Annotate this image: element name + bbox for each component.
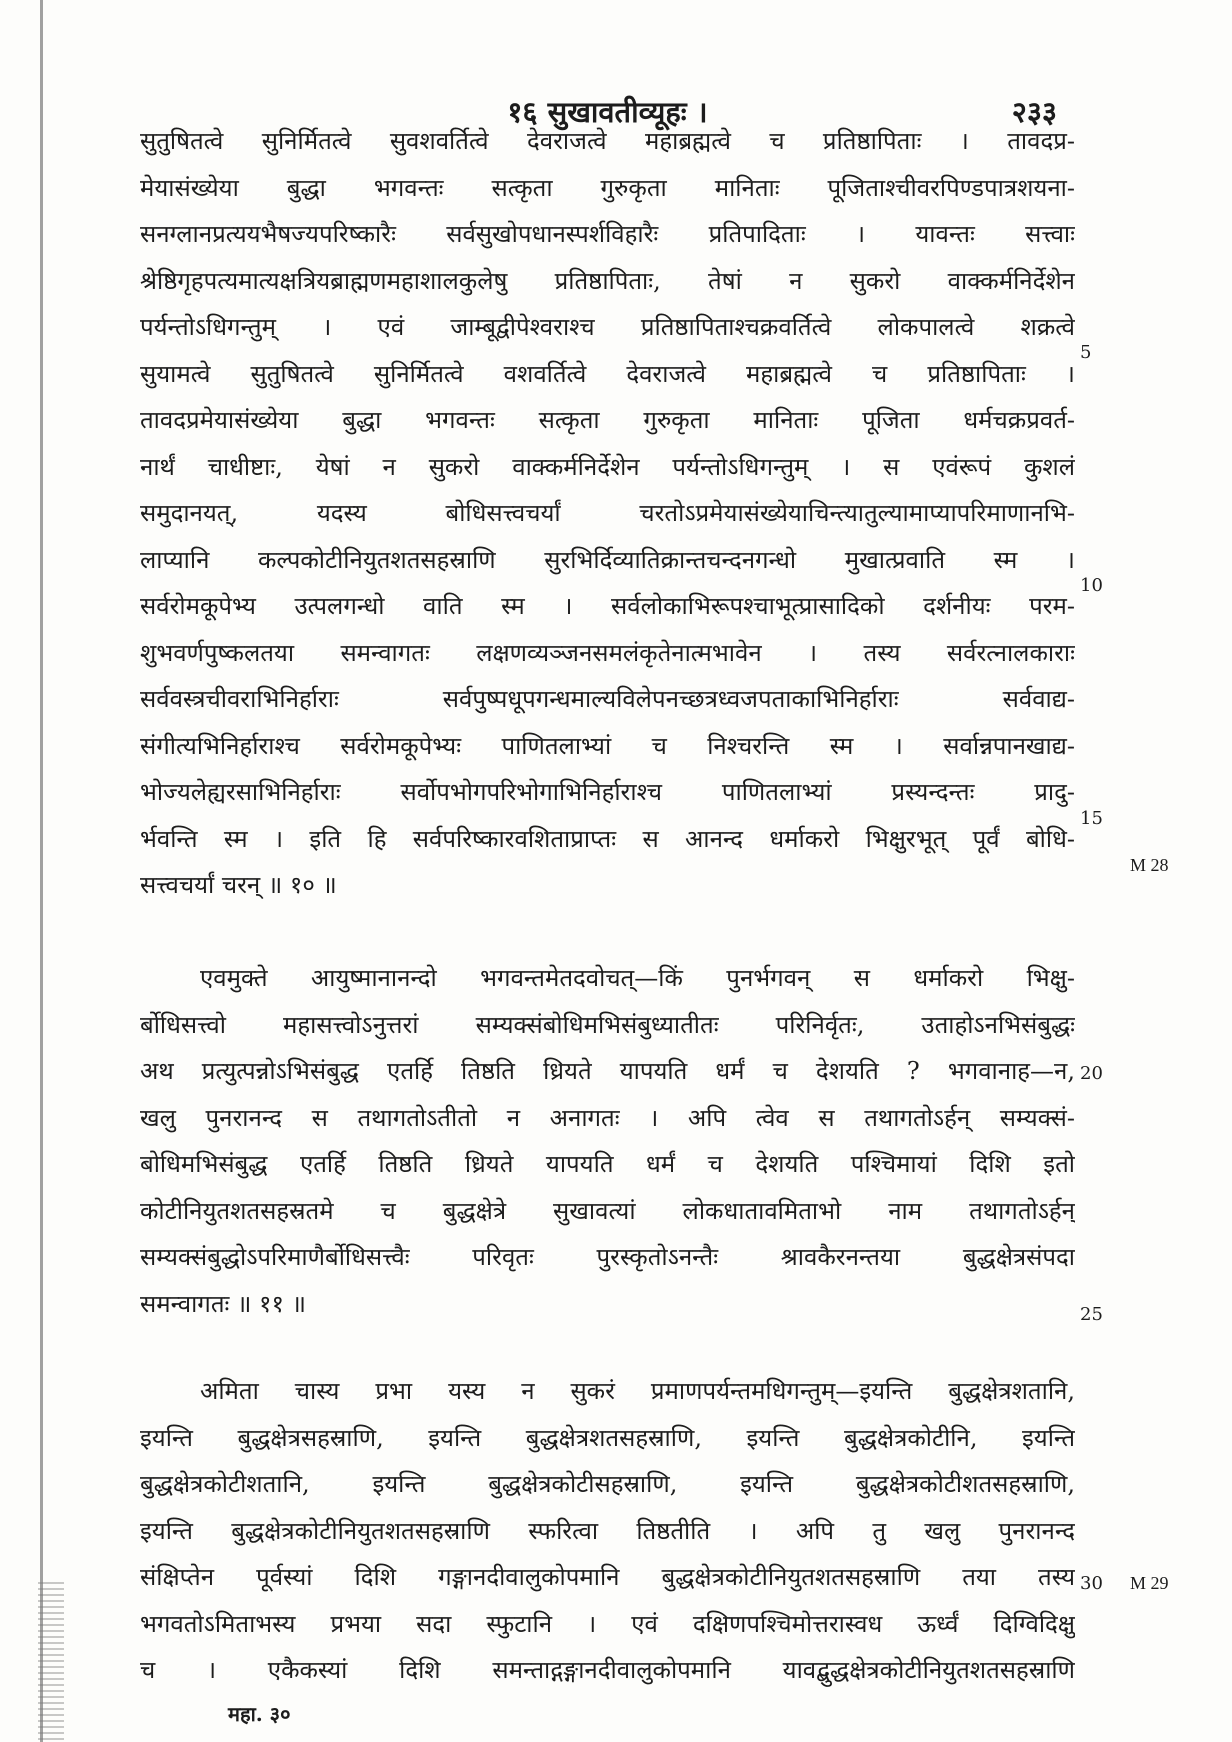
paragraph-2 [140,955,1075,1327]
line-number: 20 [1080,1063,1103,1084]
text-line: एवमुक्ते आयुष्मानानन्दो भगवन्तमेतदवोचत्—किं पुनर्भगवन् स धर्माकरो भिक्षु- [200,964,1075,992]
header-title: १६ सुखावतीव्यूहः । [507,95,708,129]
text-line: सम्यक्संबुद्धोऽपरिमाणैर्बोधिसत्त्वैः परिवृतः पुरस्कृतोऽनन्तैः श्रावकैरनन्तया बुद्धक्षेत्रसंपदा [140,1243,1075,1271]
text-line: समुदानयत्, यदस्य बोधिसत्त्वचर्यां चरतोऽप्रमेयासंख्येयाचिन्त्यातुल्यामाप्यापरिमाणानभि- [140,499,1075,527]
text-line: तावदप्रमेयासंख्येया बुद्धा भगवन्तः सत्कृता गुरुकृता मानिताः पूजिता धर्मचक्रप्रवर्त- [140,406,1075,434]
text-line: मेयासंख्येया बुद्धा भगवन्तः सत्कृता गुरुकृता मानिताः पूजिताश्चीवरपिण्डपात्रशयना- [140,173,1075,202]
margin-reference: M 29 [1130,1573,1169,1593]
text-line: समन्वागतः ॥ ११ ॥ [140,1289,306,1318]
page-edge [40,0,43,1742]
signature-mark: महा. ३० [228,1702,291,1726]
text-line: संक्षिप्तेन पूर्वस्यां दिशि गङ्गानदीवालुकोपमानि बुद्धक्षेत्रकोटीनियुतशतसहस्राणि तया तस्य [140,1563,1075,1591]
text-line: सर्ववस्त्रचीवराभिनिर्हाराः सर्वपुष्पधूपगन्धमाल्यविलेपनच्छत्रध्वजपताकाभिनिर्हाराः सर्ववाद्य- [140,685,1075,713]
text-line: कोटीनियुतशतसहस्रतमे च बुद्धक्षेत्रे सुखावत्यां लोकधातावमिताभो नाम तथागतोऽर्हन् [140,1196,1075,1225]
text-line: खलु पुनरानन्द स तथागतोऽतीतो न अनागतः । अपि त्वेव स तथागतोऽर्हन् सम्यक्सं- [140,1103,1075,1132]
line-number: 30 [1080,1573,1103,1594]
text-line: भोज्यलेह्यरसाभिनिर्हाराः सर्वोपभोगपरिभोगाभिनिर्हाराश्च पाणितलाभ्यां प्रस्यन्दन्तः प्रादु- [140,778,1075,806]
text-line: इयन्ति बुद्धक्षेत्रकोटीनियुतशतसहस्राणि स्फरित्वा तिष्ठतीति । अपि तु खलु पुनरानन्द [140,1516,1075,1545]
text-line: सुयामत्वे सुतुषितत्वे सुनिर्मितत्वे वशवर्तित्वे देवराजत्वे महाब्रह्मत्वे च प्रतिष्ठापिताः । [140,359,1075,388]
page-number: २३३ [1011,95,1057,129]
text-line: र्भवन्ति स्म । इति हि सर्वपरिष्कारवशिताप्राप्तः स आनन्द धर्माकरो भिक्षुरभूत् पूर्वं बोधि- [140,824,1075,853]
line-number: 10 [1080,575,1103,596]
line-number: 5 [1080,342,1092,363]
paragraph-1 [140,118,1075,909]
text-line: सुतुषितत्वे सुनिर्मितत्वे सुवशवर्तित्वे देवराजत्वे महाब्रह्मत्वे च प्रतिष्ठापिताः । तावदप्र- [140,127,1075,155]
text-line: पर्यन्तोऽधिगन्तुम् । एवं जाम्बूद्वीपेश्वराश्च प्रतिष्ठापिताश्चक्रवर्तित्वे लोकपालत्वे शक्रत्वे [140,313,1075,341]
text-line: भगवतोऽमिताभस्य प्रभया सदा स्फुटानि । एवं दक्षिणपश्चिमोत्तरास्वध ऊर्ध्वं दिग्विदिक्षु [140,1609,1075,1638]
text-line: अथ प्रत्युत्पन्नोऽभिसंबुद्ध एतर्हि तिष्ठति ध्रियते यापयति धर्मं च देशयति ? भगवानाह—न, [140,1057,1075,1085]
text-line: अमिता चास्य प्रभा यस्य न सुकरं प्रमाणपर्यन्तमधिगन्तुम्—इयन्ति बुद्धक्षेत्रशतानि, [200,1377,1075,1405]
scan-artifact [38,1582,64,1742]
text-line: च । एकैकस्यां दिशि समन्ताद्गङ्गानदीवालुकोपमानि यावद्बुद्धक्षेत्रकोटीनियुतशतसहस्राणि [140,1656,1075,1684]
text-line: शुभवर्णपुष्कलतया समन्वागतः लक्षणव्यञ्जनसमलंकृतेनात्मभावेन । तस्य सर्वरत्नालकाराः [140,638,1075,667]
line-number: 25 [1080,1304,1103,1325]
text-line: बुद्धक्षेत्रकोटीशतानि, इयन्ति बुद्धक्षेत्रकोटीसहस्राणि, इयन्ति बुद्धक्षेत्रकोटीशतसहस्राणि, [140,1470,1075,1498]
margin-reference: M 28 [1130,855,1169,875]
text-line: श्रेष्ठिगृहपत्यमात्यक्षत्रियब्राह्मणमहाशालकुलेषु प्रतिष्ठापिताः, तेषां न सुकरो वाक्कर्मनिर्देशेन [140,266,1075,295]
text-line: सर्वरोमकूपेभ्य उत्पलगन्धो वाति स्म । सर्वलोकाभिरूपश्चाभूत्प्रासादिको दर्शनीयः परम- [140,592,1075,620]
text-line: संगीत्यभिनिर्हाराश्च सर्वरोमकूपेभ्यः पाणितलाभ्यां च निश्चरन्ति स्म । सर्वान्नपानखाद्य- [140,731,1075,760]
text-line: सत्त्वचर्यां चरन् ॥ १० ॥ [140,871,337,899]
text-line: नार्थं चाधीष्टाः, येषां न सुकरो वाक्कर्मनिर्देशेन पर्यन्तोऽधिगन्तुम् । स एवंरूपं कुशलं [140,452,1075,481]
text-line: लाप्यानि कल्पकोटीनियुतशतसहस्राणि सुरभिर्दिव्यातिक्रान्तचन्दनगन्धो मुखात्प्रवाति स्म । [140,545,1075,574]
text-line: इयन्ति बुद्धक्षेत्रसहस्राणि, इयन्ति बुद्धक्षेत्रशतसहस्राणि, इयन्ति बुद्धक्षेत्रकोटीनि, इयन्ति [140,1423,1075,1452]
text-line: बोधिमभिसंबुद्ध एतर्हि तिष्ठति ध्रियते यापयति धर्मं च देशयति पश्चिमायां दिशि इतो [140,1150,1075,1178]
text-line: सनग्लानप्रत्ययभैषज्यपरिष्कारैः सर्वसुखोपधानस्पर्शविहारैः प्रतिपादिताः । यावन्तः सत्त्वाः [140,220,1075,248]
paragraph-3 [140,1368,1075,1694]
text-line: र्बोधिसत्त्वो महासत्त्वोऽनुत्तरां सम्यक्संबोधिमभिसंबुध्यातीतः परिनिर्वृतः, उताहोऽनभिसंबुद्धः [140,1010,1075,1039]
line-number: 15 [1080,808,1103,829]
